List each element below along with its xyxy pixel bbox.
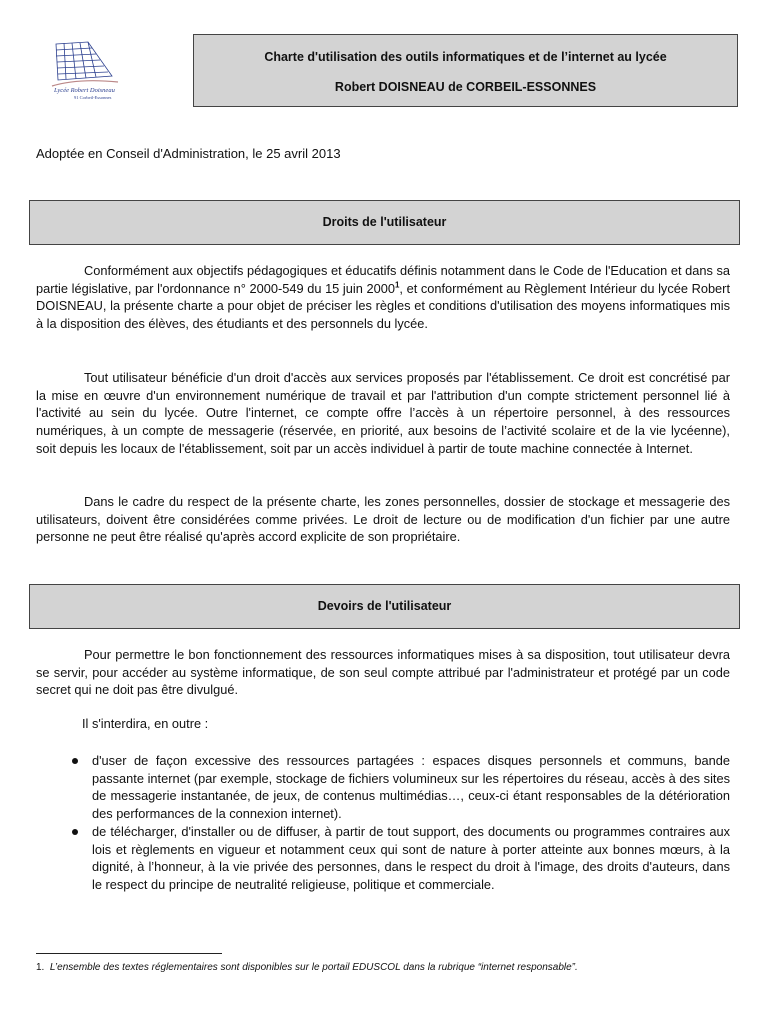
logo-text-city: 91 Corbeil-Essonnes — [74, 95, 112, 100]
bullet-dot-icon — [72, 829, 78, 835]
charter-title-box — [193, 34, 738, 107]
charter-title-line2: Robert DOISNEAU de CORBEIL-ESSONNES — [334, 80, 597, 94]
charter-title-line1: Charte d'utilisation des outils informatiques et de l’internet au lycée — [264, 50, 667, 64]
duties-bullet-list — [72, 752, 730, 894]
rights-p1-text-b: , et conformément au Règlement Intérieur du lycée Robert DOISNEAU, la présente charte a pour objet de préciser les règles et conditions d'utilisation des moyens informatiques mis à la disposition des élèves, des étudiants et des personnels du lycée. — [36, 280, 730, 332]
bullet-text: de télécharger, d'installer ou de diffuser, à partir de tout support, des documents ou programmes contraires aux lois et règlements en vigueur et notamment ceux qui sont de nature à porter atteinte aux bonnes mœurs, à la dignité, à l’honneur, à la vie privée des personnes, dans le respect du droit à l'image, des droits d'auteurs, dans le respect du principe de neutralité religieuse, politique et commerciale. — [92, 823, 730, 892]
footnote-reference: 1 — [394, 280, 400, 290]
duties-intro: Il s'interdira, en outre : — [82, 716, 209, 731]
rights-paragraph-1 — [36, 262, 730, 333]
duties-paragraph-1: Pour permettre le bon fonctionnement des ressources informatiques mises à sa disposition, tout utilisateur devra se servir, pour accéder au système informatique, de son seul compte attribué par l'administrateur et protégé par un code secret qui ne doit pas être divulgué. — [36, 647, 730, 698]
bullet-text: d'user de façon excessive des ressources partagées : espaces disques personnels et communs, bande passante internet (par exemple, stockage de fichiers volumineux sur les répertoires du réseau, accès à des sites de messagerie instantanée, de jeux, de contenus multimédias…, ceux-ci étant responsables de la détérioration des performances de la connexion internet). — [92, 753, 730, 822]
list-item — [72, 752, 730, 823]
section-header-rights: Droits de l'utilisateur — [29, 200, 740, 245]
list-item — [72, 823, 730, 894]
logo-text-name: Lycée Robert Doisneau — [54, 87, 115, 94]
rights-paragraph-3: Dans le cadre du respect de la présente charte, les zones personnelles, dossier de stockage et messagerie des utilisateurs, doivent être considérées comme privées. Le droit de lecture ou de modification d'un fichier par une autre personne ne peut être réalisé qu'après accord explicite de son propriétaire. — [36, 494, 730, 545]
bullet-dot-icon — [72, 758, 78, 764]
rights-p1-text-a: Conformément aux objectifs pédagogiques et éducatifs définis notamment dans le Code de l'Education et dans sa partie législative, par l'ordonnance n° 2000-549 du 15 juin 2000 — [36, 263, 730, 296]
section-header-duties: Devoirs de l'utilisateur — [29, 584, 740, 629]
footnote-divider — [36, 953, 222, 954]
footnote — [36, 962, 578, 973]
footnote-number: 1. — [36, 962, 45, 973]
school-logo — [48, 36, 126, 102]
school-logo-graphic — [48, 36, 126, 102]
adoption-date: Adoptée en Conseil d'Administration, le 25 avril 2013 — [36, 146, 341, 161]
rights-paragraph-2: Tout utilisateur bénéficie d'un droit d'accès aux services proposés par l'établissement. Ce droit est concrétisé par la mise en œuvre d'un environnement numérique de travail et par l'attribution d'un compte strictement personnel lié à l'activité au sein du lycée. Outre l'internet, ce compte offre l’accès à un répertoire personnel, à des ressources numériques, à un compte de messagerie (réservée, en priorité, aux besoins de l’activité scolaire et de la vie lycéenne), soit depuis les locaux de l'établissement, soit par un accès individuel à partir de toute machine connectée à Internet. — [36, 370, 730, 456]
footnote-text: L’ensemble des textes réglementaires sont disponibles sur le portail EDUSCOL dans la rubrique “internet responsable”. — [49, 962, 578, 973]
